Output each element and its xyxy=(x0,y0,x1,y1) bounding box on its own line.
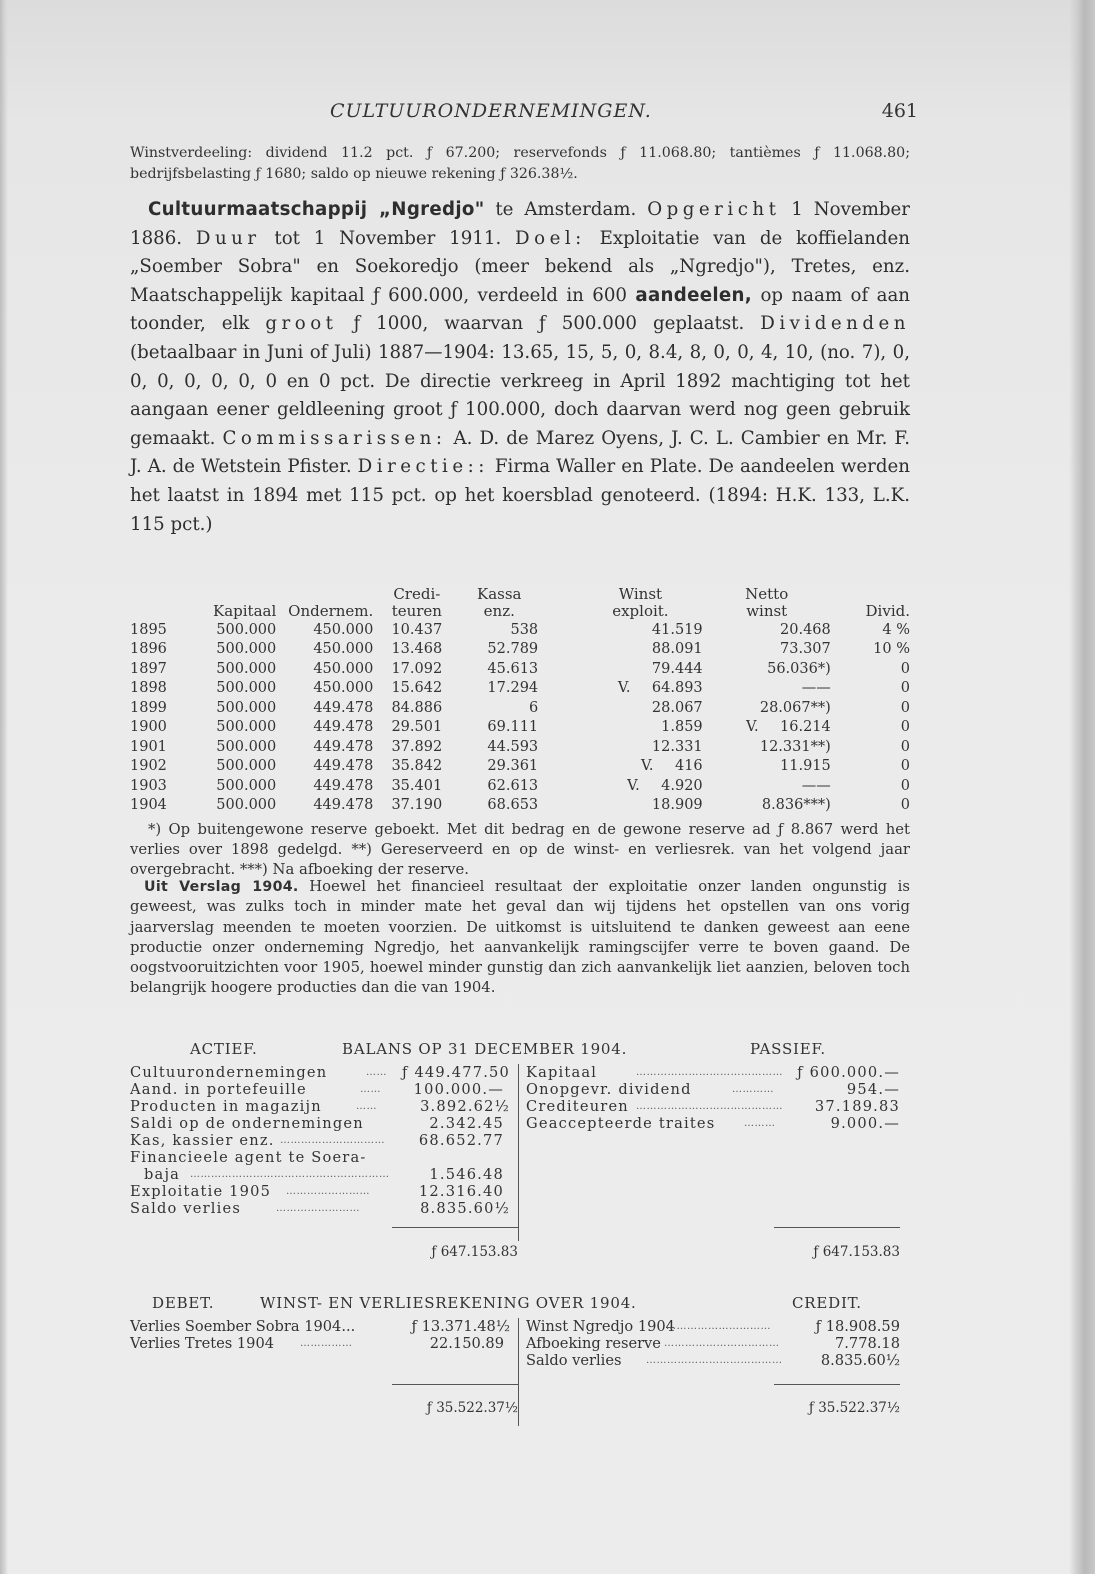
ledger-row: Onopgevr. dividend ………… 954.— xyxy=(526,1081,900,1098)
profit-loss-columns xyxy=(130,1318,910,1426)
report-text: Hoewel het financieel resultaat der exploitatie onzer landen ongunstig is geweest, was zulks toch in minder mate het geval dan wij tijdens het opstellen van ons vorig jaarverslag meenden te moeten voorzien. De uitkomst is uitsluitend te danken geweest aan eene productie onzer onderneming Ngredjo, het aanvankelijk ramingscijfer verre te boven gaand. De oogstvooruitzichten voor 1905, hoewel minder gunstig dan zich aanvankelijk liet aanzien, beloven toch belangrijk hoogere producties dan die van 1904. xyxy=(130,878,910,997)
header-crediteuren: Credi- teuren xyxy=(391,585,442,620)
label-opgericht: Opgericht xyxy=(647,199,781,220)
actief-total: ƒ 647.153.83 xyxy=(431,1244,518,1260)
page-right-edge-shadow xyxy=(1069,0,1095,1574)
label-directie: Directie:: xyxy=(357,456,489,478)
running-header xyxy=(130,100,918,130)
value-dividenden: (betaalbaar in Juni of Juli) 1887—1904: 13.65, 15, 5, 0, 8.4, 8, 0, 0, 4, 10, (no. 7), 0, 0, 0, 0, 0, 0, 0 en 0 pct. De directie verkreeg in April 1892 machtiging tot het aangaan eener geldleening groot ƒ 100.000, doch daarvan werd nog geen gebruik gemaakt. xyxy=(130,341,910,449)
balance-title: BALANS OP 31 DECEMBER 1904. xyxy=(342,1040,628,1058)
value-directie: Firma Waller en Plate. De aandeelen werden het laatst in 1894 met 115 pct. op het koersblad genoteerd. (1894: H.K. 133, L.K. 115 pct.) xyxy=(130,456,910,535)
credit-total: ƒ 35.522.37½ xyxy=(808,1400,900,1416)
actief-total-rule xyxy=(392,1227,518,1228)
value-opgericht: 1 November 1886. xyxy=(130,199,910,249)
label-groot: groot xyxy=(265,313,338,335)
report-heading: Uit Verslag 1904. xyxy=(144,879,299,895)
debet-column xyxy=(130,1318,519,1426)
ledger-row: Verlies Soember Sobra 1904... ƒ 13.371.48½ xyxy=(130,1318,510,1335)
profit-loss-title: WINST- EN VERLIESREKENING OVER 1904. xyxy=(260,1294,637,1312)
table-row: 1899 500.000 449.478 84.886 6 28.067 28.067**) 0 xyxy=(130,699,910,716)
passief-total: ƒ 647.153.83 xyxy=(813,1244,900,1260)
table-row: 1904 500.000 449.478 37.190 68.653 18.909 8.836***) 0 xyxy=(130,797,910,814)
ledger-row: Aand. in portefeuille …… 100.000.— xyxy=(130,1081,504,1098)
ledger-row: Winst Ngredjo 1904 ………………………… ƒ 18.908.59 xyxy=(526,1318,900,1335)
table-row: 1903 500.000 449.478 35.401 62.613 V. 4.920 —— 0 xyxy=(130,777,910,794)
debet-total-rule xyxy=(392,1384,518,1385)
table-footnotes xyxy=(130,820,910,880)
company-name: Cultuurmaatschappij „Ngredjo" xyxy=(148,199,485,220)
company-entry xyxy=(130,196,910,539)
financial-statistics-table xyxy=(130,586,910,815)
passief-total-rule xyxy=(774,1227,900,1228)
ledger-row: Financieele agent te Soera- xyxy=(130,1149,367,1166)
header-kassa: Kassa enz. xyxy=(477,585,522,620)
label-aandeelen: aandeelen, xyxy=(635,284,753,306)
table-row: 1898 500.000 450.000 15.642 17.294 V. 64.893 —— 0 xyxy=(130,680,910,697)
ledger-row: Afboeking reserve …………………………… 7.778.18 xyxy=(526,1335,900,1352)
profit-distribution-text: Winstverdeeling: dividend 11.2 pct. ƒ 67.200; reservefonds ƒ 11.068.80; tantièmes ƒ 11.068.80; bedrijfsbelasting ƒ 1680; saldo op nieuwe rekening ƒ 326.38½. xyxy=(130,145,910,182)
table-row: 1895 500.000 450.000 10.437 538 41.519 20.468 4 % xyxy=(130,621,910,638)
table-row: 1902 500.000 449.478 35.842 29.361 V. 416 11.915 0 xyxy=(130,758,910,775)
debet-total: ƒ 35.522.37½ xyxy=(426,1400,518,1416)
ledger-row: Geaccepteerde traites ……… 9.000.— xyxy=(526,1115,900,1132)
ledger-row: Verlies Tretes 1904 …………… 22.150.89 xyxy=(130,1335,504,1352)
header-ondernem: Ondernem. xyxy=(288,602,374,620)
ledger-row: Kapitaal …………………………………… ƒ 600.000.— xyxy=(526,1064,900,1081)
value-commissarissen: A. D. de Marez Oyens, J. C. L. Cambier en Mr. F. J. A. de Wetstein Pfister. xyxy=(130,427,910,478)
ledger-row: Saldo verlies …………………… 8.835.60½ xyxy=(130,1200,510,1217)
label-dividenden: Dividenden xyxy=(760,313,910,335)
report-paragraph xyxy=(130,877,910,999)
passief-heading: PASSIEF. xyxy=(750,1040,826,1058)
page-number: 461 xyxy=(881,100,918,122)
running-title: CULTUURONDERNEMINGEN. xyxy=(330,100,652,122)
table-header-row xyxy=(130,586,910,620)
actief-heading: ACTIEF. xyxy=(190,1040,258,1058)
ledger-row: Exploitatie 1905 …………………… 12.316.40 xyxy=(130,1183,504,1200)
credit-column xyxy=(519,1318,908,1426)
credit-total-rule xyxy=(774,1384,900,1385)
footnote-text: *) Op buitengewone reserve geboekt. Met dit bedrag en de gewone reserve ad ƒ 8.867 werd het verlies over 1898 gedelgd. **) Gereserveerd en op de winst- en verliesrek. van het volgend jaar overgebracht. ***) Na afboeking der reserve. xyxy=(130,821,910,878)
actief-column xyxy=(130,1064,519,1260)
table-row: 1900 500.000 449.478 29.501 69.111 1.859 V. 16.214 0 xyxy=(130,719,910,736)
page-left-edge-shadow xyxy=(0,0,8,1574)
label-doel: Doel: xyxy=(515,227,586,249)
header-winst: Winst exploit. xyxy=(612,585,669,620)
balance-sheet xyxy=(130,1040,910,1260)
passief-column xyxy=(519,1064,908,1260)
header-netto: Netto winst xyxy=(745,585,789,620)
table-row: 1896 500.000 450.000 13.468 52.789 88.091 73.307 10 % xyxy=(130,641,910,658)
debet-heading: DEBET. xyxy=(152,1294,215,1312)
table-row: 1897 500.000 450.000 17.092 45.613 79.444 56.036*) 0 xyxy=(130,660,910,677)
previous-entry-profit-distribution xyxy=(130,143,910,185)
ledger-row: baja ………………………………………………… 1.546.48 xyxy=(144,1166,504,1183)
header-year xyxy=(130,586,188,620)
value-groot: ƒ 1000, waarvan ƒ 500.000 geplaatst. xyxy=(337,313,761,335)
company-location: te Amsterdam. xyxy=(484,199,648,220)
profit-loss-heading xyxy=(130,1294,910,1318)
header-divid: Divid. xyxy=(865,602,910,620)
ledger-row: Saldi op de ondernemingen 2.342.45 xyxy=(130,1115,504,1132)
company-entry-paragraph xyxy=(130,196,910,539)
ledger-row: Producten in magazijn …… 3.892.62½ xyxy=(130,1098,510,1115)
balance-sheet-heading xyxy=(130,1040,910,1064)
ledger-row: Crediteuren …………………………………… 37.189.83 xyxy=(526,1098,900,1115)
value-duur: tot 1 November 1911. xyxy=(260,227,516,249)
value-doel: Exploitatie van de koffielanden „Soember Sobra" en Soekoredjo (meer bekend als „Ngredjo"), Tretes, enz. Maatschappelijk kapitaal ƒ 600.000, verdeeld in 600 xyxy=(130,227,910,306)
ledger-row: Kas, kassier enz. ………………………… 68.652.77 xyxy=(130,1132,504,1149)
label-commissarissen: Commissarissen: xyxy=(222,427,447,449)
table-row: 1901 500.000 449.478 37.892 44.593 12.331 12.331**) 0 xyxy=(130,738,910,755)
value-aandeelen: op naam of aan toonder, elk xyxy=(130,284,911,335)
credit-heading: CREDIT. xyxy=(792,1294,862,1312)
header-kapitaal: Kapitaal xyxy=(213,602,277,620)
label-duur: Duur xyxy=(195,227,261,249)
annual-report-excerpt xyxy=(130,877,910,999)
ledger-row: Saldo verlies ………………………………… 8.835.60½ xyxy=(526,1352,900,1369)
balance-sheet-columns xyxy=(130,1064,910,1260)
ledger-row: Cultuurondernemingen …… ƒ 449.477.50 xyxy=(130,1064,510,1081)
profit-loss-account xyxy=(130,1294,910,1426)
